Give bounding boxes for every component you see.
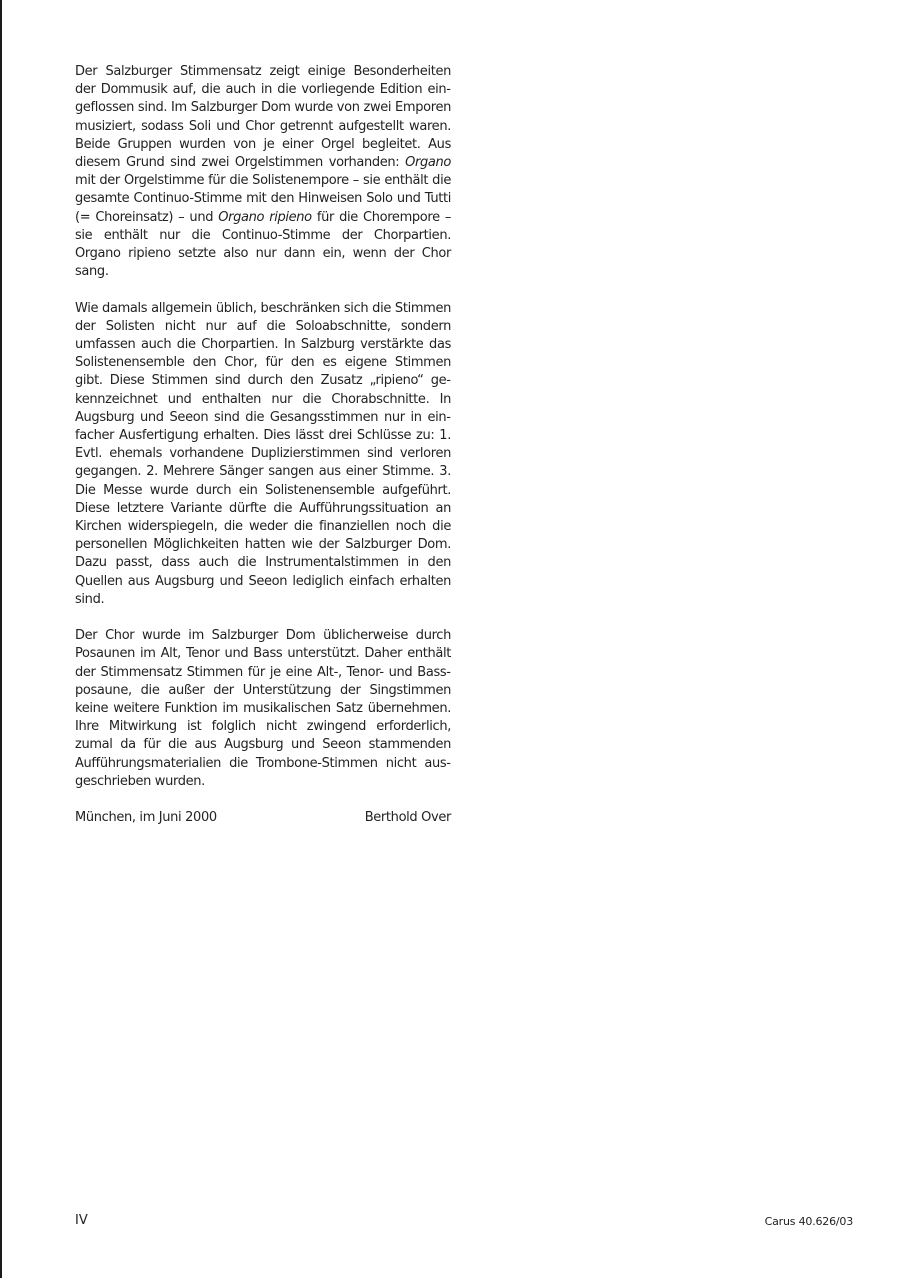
text-column: [75, 63, 451, 827]
paragraph-1-part-3: mit der Orgelstimme für die Solistenempore – sie enthält die gesamte Continuo-Stimme mit den Hinweisen Solo und Tutti (= Choreinsatz) – und: [75, 173, 451, 225]
page-number: IV: [75, 1213, 88, 1228]
paragraph-1-part-2: Organo: [405, 155, 451, 171]
paragraph-1: [75, 63, 451, 281]
paragraph-1-part-5: für die Chorempore – sie enthält nur die Continuo-Stimme der Chorpartien. Organo ripieno setzte also nur dann ein, wenn der Chor sang.: [75, 209, 452, 280]
paragraph-1-part-4: Organo ripieno: [218, 209, 312, 225]
page-edge: [0, 0, 2, 1278]
paragraph-2: [75, 300, 451, 609]
paragraph-1-part-1: Der Salzburger Stimmensatz zeigt einige Besonderheiten der Dommusik auf, die auch in die vorliegende Edition eingeflossen sind. Im Salzburger Dom wurde von zwei Emporen musiziert, sodass Soli und Chor getrennt aufgestellt waren. Beide Gruppen wurden von je einer Orgel begleitet. Aus diesem Grund sind zwei Orgelstimmen vorhanden:: [75, 64, 451, 171]
paragraph-3: [75, 627, 451, 791]
signature-place-date: München, im Juni 2000: [75, 810, 217, 826]
paragraph-3-part-1: Der Chor wurde im Salzburger Dom üblicherweise durch Posaunen im Alt, Tenor und Bass unterstützt. Daher enthält der Stimmensatz Stimmen für je eine Alt-, Tenor- und Bassposaune, die außer der Unterstützung der Singstimmen keine weitere Funktion im musikalischen Satz übernehmen. Ihre Mitwirkung ist folglich nicht zwingend erforderlich, zumal da für die aus Augsburg und Seeon stammenden Aufführungsmaterialien die Trombone-Stimmen nicht ausgeschrieben wurden.: [75, 628, 451, 789]
signature-line: [75, 809, 451, 827]
signature-author: Berthold Over: [364, 810, 451, 826]
paragraph-2-part-1: Wie damals allgemein üblich, beschränken sich die Stimmen der Solisten nicht nur auf die Soloabschnitte, sondern umfassen auch die Chorpartien. In Salzburg verstärkte das Solistenensemble den Chor, für den es eigene Stimmen gibt. Diese Stimmen sind durch den Zusatz „ripieno“ gekennzeichnet und enthalten nur die Chorabschnitte. In Augsburg und Seeon sind die Gesangsstimmen nur in einfacher Ausfertigung erhalten. Dies lässt drei Schlüsse zu: 1. Evtl. ehemals vorhandene Duplizierstimmen sind verloren gegangen. 2. Mehrere Sänger sangen aus einer Stimme. 3. Die Messe wurde durch ein Solistenensemble aufgeführt. Diese letztere Variante dürfte die Aufführungssituation an Kirchen widerspiegeln, die weder die finanziellen noch die personellen Möglichkeiten hatten wie der Salzburger Dom. Dazu passt, dass auch die Instrumentalstimmen in den Quellen aus Augsburg und Seeon lediglich einfach erhalten sind.: [75, 300, 451, 607]
catalog-number: Carus 40.626/03: [764, 1215, 853, 1228]
